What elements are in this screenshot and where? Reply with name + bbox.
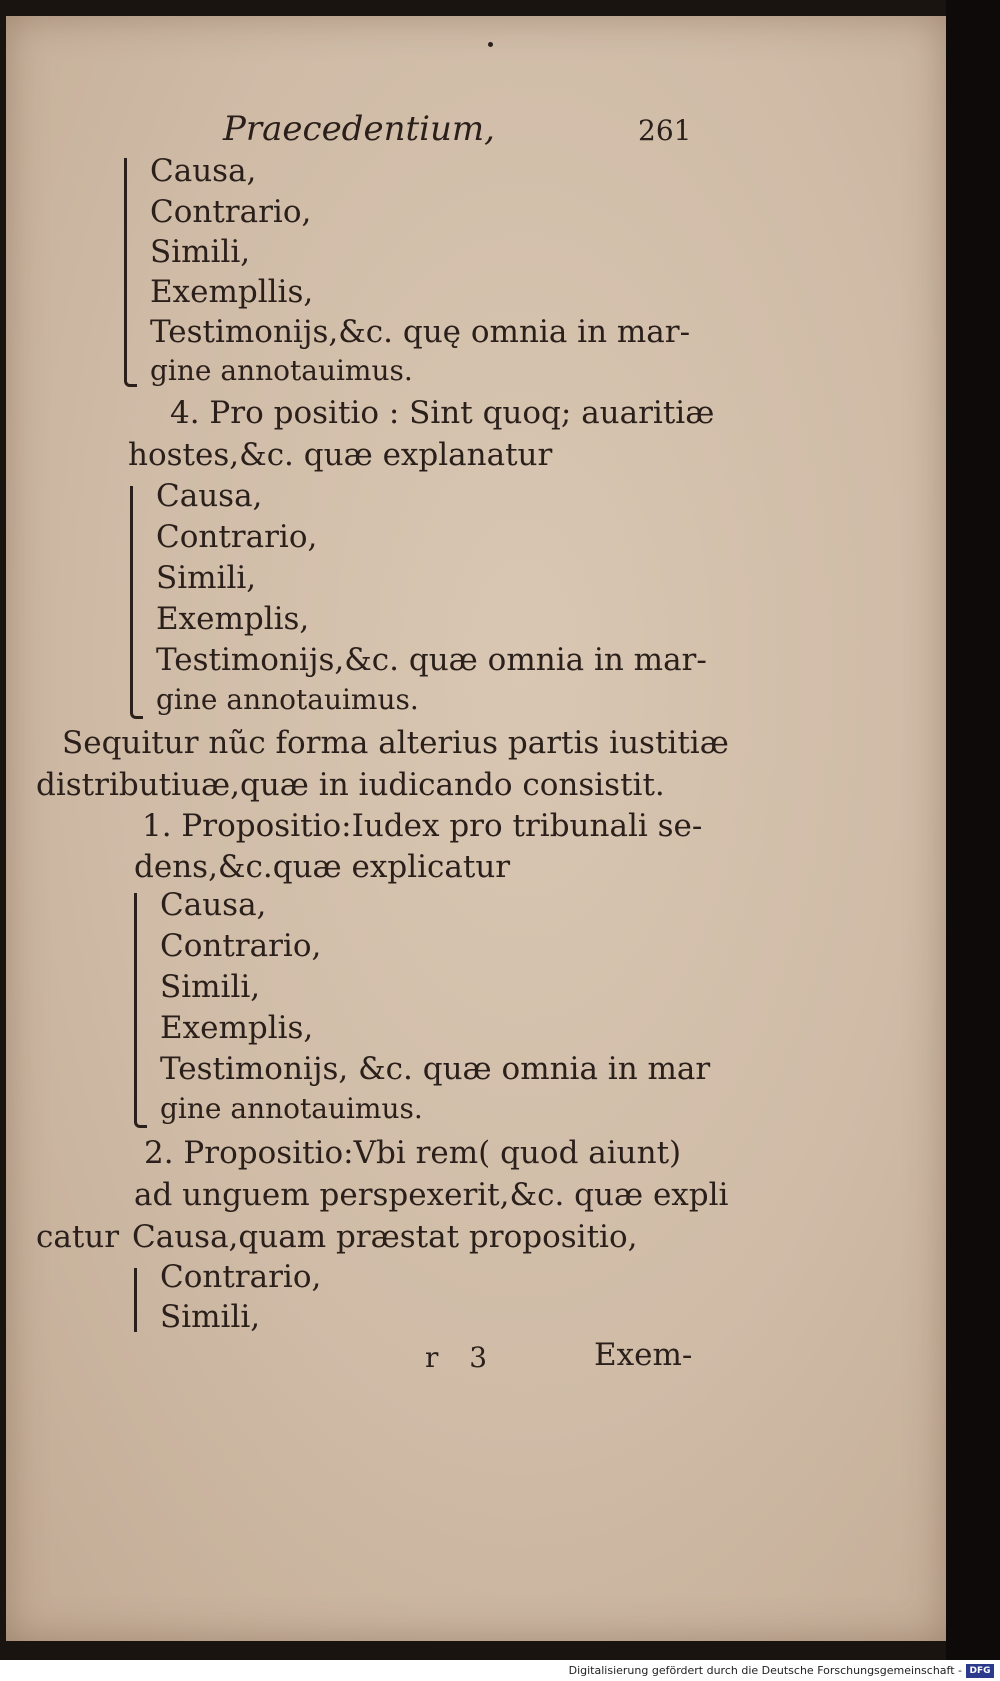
proposition-2-line-1: 2. Propositio:Vbi rem( quod aiunt) xyxy=(144,1135,682,1171)
block4-item-2: Simili, xyxy=(160,1299,261,1335)
block3-item-5: Testimonijs, &c. quæ omnia in mar xyxy=(160,1051,711,1087)
sequitur-line-2: distributiuæ,quæ in iudicando consistit. xyxy=(36,767,665,803)
page-speck xyxy=(488,42,493,47)
sequitur-line-1: Sequitur nũc forma alterius partis iustitiæ xyxy=(62,725,729,761)
brace-block-2 xyxy=(130,486,143,719)
block1-item-6: gine annotauimus. xyxy=(150,354,413,387)
brace-block-1 xyxy=(124,158,137,387)
block3-item-6: gine annotauimus. xyxy=(160,1092,423,1125)
block1-item-1: Causa, xyxy=(150,153,257,189)
page-number: 261 xyxy=(638,114,692,147)
block3-item-2: Contrario, xyxy=(160,928,322,964)
scan-background xyxy=(946,0,1000,1681)
brace-block-3 xyxy=(134,893,147,1128)
block1-item-5: Testimonijs,&c. quę omnia in mar- xyxy=(150,314,691,350)
block2-item-6: gine annotauimus. xyxy=(156,683,419,716)
proposition-2-line-3: Causa,quam præstat propositio, xyxy=(132,1219,638,1255)
margin-note-catur: catur xyxy=(36,1219,120,1255)
block4-item-1: Contrario, xyxy=(160,1259,322,1295)
block3-item-1: Causa, xyxy=(160,887,267,923)
proposition-4-line-2: hostes,&c. quæ explanatur xyxy=(128,437,553,473)
catchword: Exem- xyxy=(594,1337,693,1373)
block2-item-5: Testimonijs,&c. quæ omnia in mar- xyxy=(156,642,707,678)
brace-block-4 xyxy=(134,1268,147,1332)
proposition-1-line-2: dens,&c.quæ explicatur xyxy=(134,849,511,885)
block2-item-3: Simili, xyxy=(156,560,257,596)
block2-item-4: Exemplis, xyxy=(156,601,310,637)
signature-mark: r 3 xyxy=(425,1341,488,1374)
proposition-4-line-1: 4. Pro positio : Sint quoq; auaritiæ xyxy=(170,395,715,431)
dfg-logo: DFG xyxy=(966,1664,994,1678)
block2-item-1: Causa, xyxy=(156,478,263,514)
proposition-1-line-1: 1. Propositio:Iudex pro tribunali se- xyxy=(142,808,703,844)
proposition-2-line-2: ad unguem perspexerit,&c. quæ expli xyxy=(134,1177,729,1213)
block2-item-2: Contrario, xyxy=(156,519,318,555)
block1-item-3: Simili, xyxy=(150,234,251,270)
block1-item-2: Contrario, xyxy=(150,194,312,230)
block3-item-3: Simili, xyxy=(160,969,261,1005)
footer-credit: Digitalisierung gefördert durch die Deutsche Forschungsgemeinschaft - xyxy=(568,1664,962,1677)
block1-item-4: Exempllis, xyxy=(150,274,314,310)
running-header-title: Praecedentium, xyxy=(223,109,495,149)
block3-item-4: Exemplis, xyxy=(160,1010,314,1046)
